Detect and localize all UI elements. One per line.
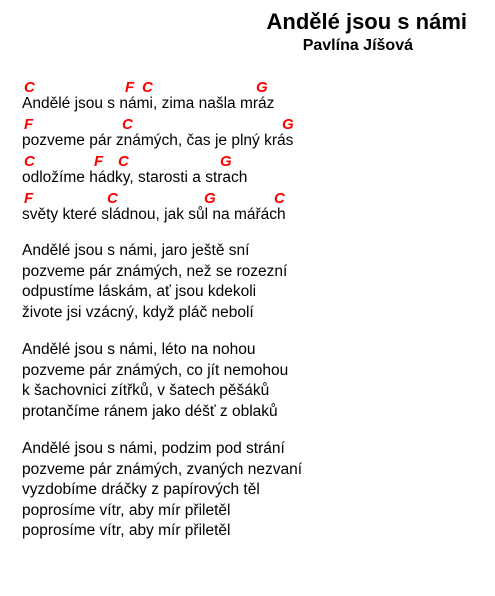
chord: G: [256, 79, 268, 96]
chorded-line: [22, 190, 302, 227]
chord: G: [282, 116, 294, 133]
verse-2: [22, 241, 302, 323]
song-title: Andělé jsou s námi: [266, 9, 467, 34]
song-author: Pavlína Jíšová: [302, 37, 413, 54]
lyric-line: pozveme pár známých, zvaných nezvaní: [22, 460, 302, 478]
lyric-line: odpustíme láskám, ať jsou kdekoli: [22, 283, 257, 300]
lyric-line: Andělé jsou s námi, léto na nohou: [22, 341, 256, 358]
verse-3: [22, 340, 302, 422]
chorded-line: [22, 116, 302, 153]
chord: C: [142, 79, 153, 96]
chord: C: [118, 153, 129, 170]
chord: C: [274, 190, 285, 207]
lyric-line: Andělé jsou s námi, jaro ještě sní: [22, 242, 250, 259]
lyric-line: světy které sládnou, jak sůl na mářách: [22, 206, 286, 223]
lyric-line: poprosíme vítr, aby mír přiletěl: [22, 501, 231, 519]
lyrics: [22, 79, 302, 542]
lyric-line: protančíme ránem jako déšť z oblaků: [22, 402, 278, 420]
verse-4: [22, 439, 302, 542]
chord: G: [220, 153, 232, 170]
chord: F: [24, 116, 34, 133]
chorded-line: [22, 153, 302, 190]
chord: C: [122, 116, 133, 133]
lyric-line: poprosíme vítr, aby mír přiletěl: [22, 522, 231, 539]
lyric-line: pozveme pár známých, čas je plný krás: [22, 132, 294, 149]
lyric-line: Andělé jsou s námi, podzim pod strání: [22, 440, 285, 457]
lyric-line: vyzdobíme dráčky z papírových těl: [22, 481, 260, 498]
chord: C: [24, 153, 35, 170]
lyric-line: pozveme pár známých, než se rozezní: [22, 262, 288, 280]
chord: C: [24, 79, 35, 96]
chord: F: [94, 153, 104, 170]
chord: G: [204, 190, 216, 207]
chord: C: [107, 190, 118, 207]
chorded-line: [22, 79, 302, 116]
chord: F: [125, 79, 135, 96]
lyric-line: pozveme pár známých, co jít nemohou: [22, 361, 289, 379]
chord: F: [24, 190, 34, 207]
lyric-line: odložíme hádky, starosti a strach: [22, 169, 248, 186]
lyric-line: živote jsi vzácný, když pláč nebolí: [22, 303, 254, 321]
lyric-line: Andělé jsou s námi, zima našla mráz: [22, 95, 275, 112]
lyric-line: k šachovnici zítřků, v šatech pěšáků: [22, 382, 270, 399]
verse-1: [22, 79, 302, 227]
